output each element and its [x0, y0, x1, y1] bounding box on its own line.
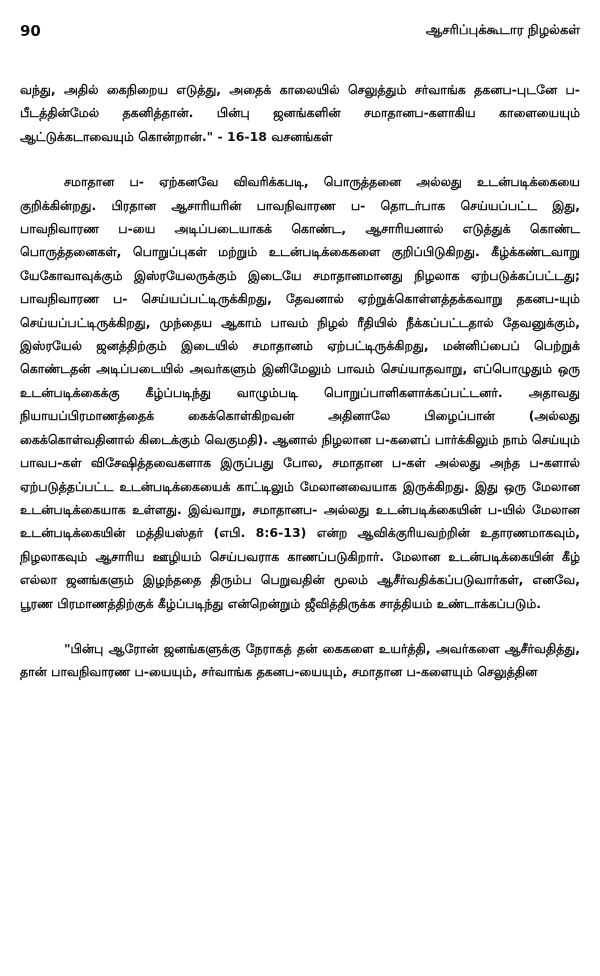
page-body	[20, 78, 580, 684]
running-title: ஆசரிப்புக்கூடார நிழல்கள்	[425, 23, 580, 38]
paragraph-2: சமாதான ப- ஏற்கனவே விவரிக்கபடி, பொருத்தனை அல்லது உடன்படிக்கையை குறிக்கின்றது. பிரதான ஆசாரியரின் பாவநிவாரண ப- தொடர்பாக செய்யப்பட்ட இது, பாவநிவாரண ப-யை அடிப்படையாகக் கொண்ட, ஆசாரியனால் எடுத்துக் கொண்ட பொருத்தனைகள், பொறுப்புகள் மற்றும் உடன்படிக்கைகளை குறிப்பிடுகிறது. கீழ்க்கண்டவாறு யேகோவாவுக்கும் இஸ்ரயேலருக்கும் இடையே சமாதானமானது நிழலாக ஏற்படுக்கப்பட்டது; பாவநிவாரண ப- செய்யப்பட்டிருக்கிறது, தேவனால் ஏற்றுக்கொள்ளத்தக்கவாறு தகனப-யும் செய்யப்பட்டிருக்கிறது, முந்தைய ஆகாம் பாவம் நிழல் ரீதியில் நீக்கப்பட்டதால் தேவனுக்கும், இஸ்ரயேல் ஜனத்திற்கும் இடையில் சமாதானம் ஏற்பட்டிருக்கிறது, மன்னிப்பைப் பெற்றுக் கொண்டதன் அடிப்படையில் அவர்களும் இனிமேலும் பாவம் செய்யாதவாறு, எப்பொழுதும் ஒரு உடன்படிக்கைக்கு கீழ்ப்படிந்து வாழும்படி பொறுப்பாளிகளாக்கப்பட்டனர். அதாவது நியாயப்பிரமாணத்தைக் கைக்கொள்கிறவன் அதினாலே பிழைப்பான் (அல்லது கைக்கொள்வதினால் கிடைக்கும் வெகுமதி). ஆனால் நிழலான ப-களைப் பார்க்கிலும் நாம் செய்யும் பாவப-கள் விசேஷித்தவைகளாக இருப்பது போல, சமாதான ப-கள் அல்லது அந்த ப-களால் ஏற்படுத்தப்பட்ட உடன்படிக்கையைக் காட்டிலும் மேலானவையாக இருக்கிறது. இது ஒரு மேலான உடன்படிக்கையாக உள்ளது. இவ்வாறு, சமாதானப- அல்லது உடன்படிக்கையின் ப-யில் மேலான உடன்படிக்கையின் மத்தியஸ்தர் (எபி. 8:6-13) என்ற ஆவிக்குரியவற்றின் உதாரணமாகவும், நிழலாகவும் ஆசாரிய ஊழியம் செய்பவராக காணப்படுகிறார். மேலான உடன்படிக்கையின் கீழ் எல்லா ஜனங்களும் இழந்ததை திரும்ப பெறுவதின் மூலம் ஆசீர்வதிக்கப்படுவார்கள், எனவே, பூரண பிரமாணத்திற்குக் கீழ்ப்படிந்து என்றென்றும் ஜீவித்திருக்க சாத்தியம் உண்டாக்கப்படும்.	[20, 174, 580, 611]
paragraph-1: வந்து, அதில் கைநிறைய எடுத்து, அதைக் காலையில் செலுத்தும் சர்வாங்க தகனப-புடனே ப-பீடத்தின்மேல் தகனித்தான். பின்பு ஜனங்களின் சமாதானப-களாகிய காளையையும் ஆட்டுக்கடாவையும் கொன்றான்." - 16-18 வசனங்கள்	[20, 82, 580, 144]
page-number: 90	[20, 22, 41, 40]
page-header	[20, 22, 580, 46]
paragraph-3: "பின்பு ஆரோன் ஜனங்களுக்கு நேராகத் தன் கைகளை உயர்த்தி, அவர்களை ஆசீர்வதித்து, தான் பாவநிவாரண ப-யையும், சர்வாங்க தகனப-யையும், சமாதான ப-களையும் செலுத்தின	[20, 640, 580, 680]
